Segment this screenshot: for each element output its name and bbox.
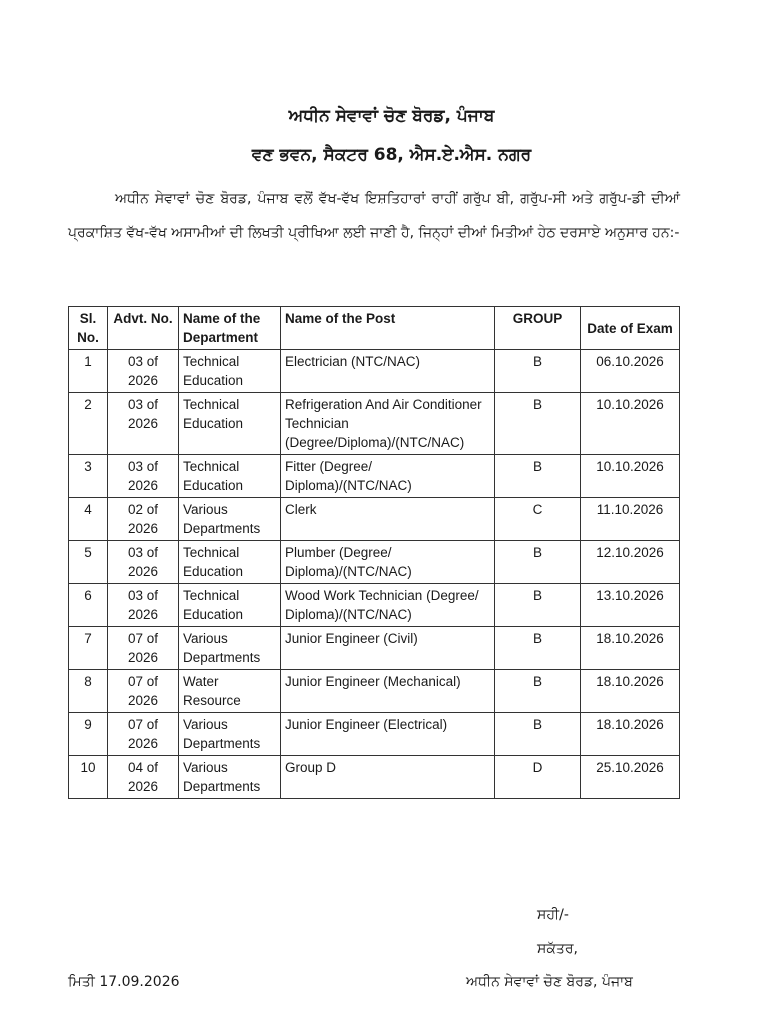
cell-advt-no: 03 of 2026	[108, 541, 179, 584]
cell-post: Wood Work Technician (Degree/ Diploma)/(NTC/NAC)	[281, 584, 495, 627]
cell-advt-no: 07 of 2026	[108, 713, 179, 756]
cell-exam-date: 10.10.2026	[581, 455, 680, 498]
table-row	[69, 756, 680, 799]
cell-exam-date: 13.10.2026	[581, 584, 680, 627]
table-row	[69, 350, 680, 393]
cell-post: Fitter (Degree/ Diploma)/(NTC/NAC)	[281, 455, 495, 498]
cell-group: C	[495, 498, 581, 541]
cell-sl-no: 1	[69, 350, 108, 393]
cell-advt-no: 07 of 2026	[108, 670, 179, 713]
cell-sl-no: 8	[69, 670, 108, 713]
table-row	[69, 541, 680, 584]
cell-exam-date: 18.10.2026	[581, 627, 680, 670]
exam-schedule-table	[68, 306, 680, 799]
cell-advt-no: 04 of 2026	[108, 756, 179, 799]
cell-group: B	[495, 455, 581, 498]
cell-sl-no: 6	[69, 584, 108, 627]
cell-exam-date: 18.10.2026	[581, 670, 680, 713]
cell-post: Plumber (Degree/ Diploma)/(NTC/NAC)	[281, 541, 495, 584]
header-post: Name of the Post	[281, 307, 495, 350]
cell-sl-no: 5	[69, 541, 108, 584]
cell-department: Technical Education	[179, 350, 281, 393]
table-row	[69, 455, 680, 498]
table-body	[69, 350, 680, 799]
table-header-row	[69, 307, 680, 350]
cell-post: Junior Engineer (Mechanical)	[281, 670, 495, 713]
header-group: GROUP	[495, 307, 581, 350]
cell-post: Group D	[281, 756, 495, 799]
cell-group: B	[495, 393, 581, 455]
cell-group: D	[495, 756, 581, 799]
cell-advt-no: 03 of 2026	[108, 455, 179, 498]
cell-exam-date: 11.10.2026	[581, 498, 680, 541]
cell-sl-no: 4	[69, 498, 108, 541]
cell-exam-date: 25.10.2026	[581, 756, 680, 799]
signed-mark: ਸਹੀ/-	[537, 907, 569, 923]
header-advt-no: Advt. No.	[108, 307, 179, 350]
signatory-designation: ਸਕੱਤਰ,	[537, 941, 578, 957]
cell-department: Technical Education	[179, 584, 281, 627]
cell-sl-no: 7	[69, 627, 108, 670]
cell-post: Electrician (NTC/NAC)	[281, 350, 495, 393]
cell-exam-date: 10.10.2026	[581, 393, 680, 455]
board-address: ਵਣ ਭਵਨ, ਸੈਕਟਰ 68, ਐਸ.ਏ.ਐਸ. ਨਗਰ	[251, 145, 532, 165]
cell-group: B	[495, 713, 581, 756]
cell-sl-no: 3	[69, 455, 108, 498]
header-exam-date: Date of Exam	[581, 307, 680, 350]
table-row	[69, 393, 680, 455]
cell-department: Various Departments	[179, 498, 281, 541]
cell-department: Technical Education	[179, 393, 281, 455]
cell-advt-no: 03 of 2026	[108, 393, 179, 455]
cell-post: Refrigeration And Air Conditioner Technician (Degree/Diploma)/(NTC/NAC)	[281, 393, 495, 455]
cell-department: Water Resource	[179, 670, 281, 713]
cell-group: B	[495, 670, 581, 713]
cell-group: B	[495, 541, 581, 584]
table-row	[69, 584, 680, 627]
cell-group: B	[495, 350, 581, 393]
cell-post: Junior Engineer (Electrical)	[281, 713, 495, 756]
cell-department: Various Departments	[179, 627, 281, 670]
signatory-office: ਅਧੀਨ ਸੇਵਾਵਾਂ ਚੋਣ ਬੋਰਡ, ਪੰਜਾਬ	[466, 974, 633, 990]
cell-exam-date: 18.10.2026	[581, 713, 680, 756]
table-row	[69, 670, 680, 713]
cell-exam-date: 06.10.2026	[581, 350, 680, 393]
cell-sl-no: 10	[69, 756, 108, 799]
board-title: ਅਧੀਨ ਸੇਵਾਵਾਂ ਚੋਣ ਬੋਰਡ, ਪੰਜਾਬ	[288, 106, 495, 126]
cell-advt-no: 07 of 2026	[108, 627, 179, 670]
cell-department: Various Departments	[179, 713, 281, 756]
cell-post: Junior Engineer (Civil)	[281, 627, 495, 670]
cell-group: B	[495, 627, 581, 670]
cell-exam-date: 12.10.2026	[581, 541, 680, 584]
issue-date: ਮਿਤੀ 17.09.2026	[68, 974, 180, 990]
cell-department: Technical Education	[179, 455, 281, 498]
header-department: Name of the Department	[179, 307, 281, 350]
cell-department: Various Departments	[179, 756, 281, 799]
cell-post: Clerk	[281, 498, 495, 541]
table-row	[69, 498, 680, 541]
table-row	[69, 713, 680, 756]
cell-advt-no: 02 of 2026	[108, 498, 179, 541]
cell-sl-no: 2	[69, 393, 108, 455]
cell-sl-no: 9	[69, 713, 108, 756]
table-row	[69, 627, 680, 670]
cell-department: Technical Education	[179, 541, 281, 584]
cell-advt-no: 03 of 2026	[108, 350, 179, 393]
cell-group: B	[495, 584, 581, 627]
intro-paragraph: ਅਧੀਨ ਸੇਵਾਵਾਂ ਚੋਣ ਬੋਰਡ, ਪੰਜਾਬ ਵਲੋਂ ਵੱਖ-ਵੱਖ ਇਸ਼ਤਿਹਾਰਾਂ ਰਾਹੀਂ ਗਰੁੱਪ ਬੀ, ਗਰੁੱਪ-ਸੀ ਅਤੇ ਗਰੁੱਪ-ਡੀ ਦੀਆਂ ਪ੍ਰਕਾਸ਼ਿਤ ਵੱਖ-ਵੱਖ ਅਸਾਮੀਆਂ ਦੀ ਲਿਖਤੀ ਪ੍ਰੀਖਿਆ ਲਈ ਜਾਣੀ ਹੈ, ਜਿਨ੍ਹਾਂ ਦੀਆਂ ਮਿਤੀਆਂ ਹੇਠ ਦਰਸਾਏ ਅਨੁਸਾਰ ਹਨ:-	[68, 191, 680, 241]
cell-advt-no: 03 of 2026	[108, 584, 179, 627]
header-sl-no: Sl. No.	[69, 307, 108, 350]
